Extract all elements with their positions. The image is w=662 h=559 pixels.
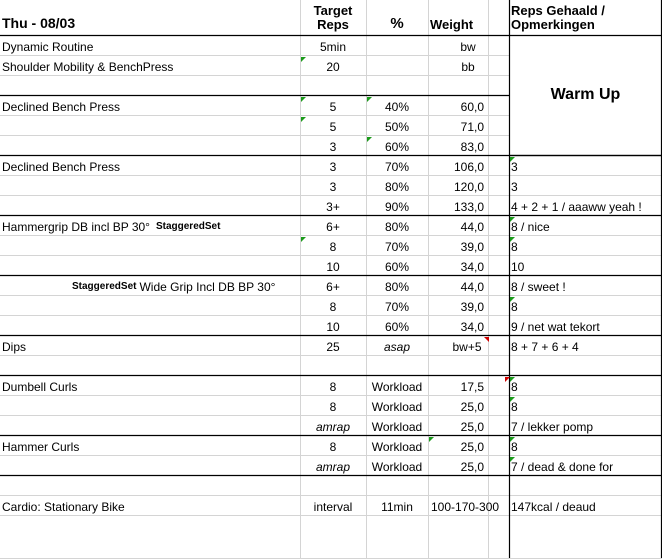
- percent-cell[interactable]: 80%: [384, 179, 410, 194]
- error-indicator-icon: [484, 337, 489, 342]
- table-row: [0, 256, 662, 276]
- comment-indicator-icon: [510, 297, 515, 302]
- weight-cell[interactable]: 17,5: [460, 379, 484, 394]
- percent-cell[interactable]: 80%: [384, 279, 410, 294]
- notes-cell[interactable]: 147kcal / deaud: [511, 499, 596, 514]
- weight-cell[interactable]: 34,0: [460, 319, 484, 334]
- table-row: [0, 456, 662, 476]
- target-reps-cell[interactable]: 5min: [319, 39, 346, 54]
- table-row: [0, 56, 662, 76]
- target-reps-header-line1: Target: [313, 3, 353, 18]
- exercise-cell[interactable]: Declined Bench Press: [2, 159, 121, 174]
- notes-cell[interactable]: 7 / dead & done for: [511, 459, 614, 474]
- target-reps-cell[interactable]: amrap: [315, 419, 350, 434]
- exercise-cell[interactable]: [2, 256, 298, 276]
- exercise-cell[interactable]: [2, 316, 298, 336]
- table-row: [0, 336, 662, 356]
- weight-cell[interactable]: bb: [461, 59, 475, 74]
- weight-header[interactable]: Weight: [430, 17, 474, 32]
- comment-indicator-icon: [510, 377, 515, 382]
- weight-cell[interactable]: 60,0: [460, 99, 484, 114]
- notes-cell[interactable]: 9 / net wat tekort: [511, 319, 600, 334]
- notes-cell[interactable]: 3: [511, 179, 518, 194]
- target-reps-cell[interactable]: 3: [329, 179, 337, 194]
- exercise-cell[interactable]: [2, 236, 298, 256]
- weight-cell[interactable]: 34,0: [460, 259, 484, 274]
- comment-indicator-icon: [301, 237, 306, 242]
- percent-cell[interactable]: 70%: [384, 299, 410, 314]
- target-reps-cell[interactable]: 8: [329, 399, 337, 414]
- weight-cell[interactable]: 71,0: [460, 119, 484, 134]
- percent-cell[interactable]: Workload: [371, 379, 423, 394]
- notes-cell[interactable]: 7 / lekker pomp: [511, 419, 594, 434]
- percent-cell[interactable]: 80%: [384, 219, 410, 234]
- notes-cell[interactable]: 8: [511, 299, 518, 314]
- percent-header[interactable]: %: [390, 15, 404, 32]
- exercise-cell[interactable]: [2, 296, 298, 316]
- comment-indicator-icon: [510, 397, 515, 402]
- target-reps-cell[interactable]: 8: [329, 439, 337, 454]
- exercise-cell[interactable]: Cardio: Stationary Bike: [2, 499, 125, 514]
- table-row: [0, 416, 662, 436]
- table-row: [0, 476, 662, 496]
- table-row: [0, 276, 662, 296]
- comment-indicator-icon: [301, 57, 306, 62]
- table-row: [0, 176, 662, 196]
- exercise-cell[interactable]: [2, 476, 298, 496]
- weight-cell[interactable]: 106,0: [453, 159, 484, 174]
- target-reps-cell[interactable]: 6+: [326, 219, 340, 234]
- exercise-cell[interactable]: Hammer Curls: [2, 439, 80, 454]
- exercise-cell[interactable]: [2, 216, 298, 236]
- percent-cell[interactable]: 60%: [384, 259, 410, 274]
- exercise-cell[interactable]: [2, 356, 298, 376]
- exercise-cell[interactable]: [2, 396, 298, 416]
- notes-cell[interactable]: 8 + 7 + 6 + 4: [511, 339, 579, 354]
- notes-header-line2: Opmerkingen: [511, 17, 595, 32]
- target-reps-cell[interactable]: [300, 476, 366, 496]
- header-row: [0, 0, 662, 35]
- notes-cell[interactable]: 8: [511, 379, 518, 394]
- weight-cell[interactable]: 39,0: [460, 239, 484, 254]
- table-row: [0, 116, 662, 136]
- notes-cell[interactable]: 10: [511, 259, 525, 274]
- weight-cell[interactable]: [428, 76, 488, 96]
- weight-cell[interactable]: bw: [460, 39, 476, 54]
- target-reps-header[interactable]: [300, 0, 366, 35]
- target-reps-cell[interactable]: 5: [329, 119, 337, 134]
- exercise-cell[interactable]: Dumbell Curls: [2, 379, 78, 394]
- comment-indicator-icon: [367, 137, 372, 142]
- target-reps-cell[interactable]: interval: [313, 499, 353, 514]
- comment-indicator-icon: [510, 217, 515, 222]
- target-reps-cell[interactable]: 10: [326, 259, 340, 274]
- target-reps-cell[interactable]: 5: [329, 99, 337, 114]
- notes-cell[interactable]: 4 + 2 + 1 / aaaww yeah !: [511, 199, 642, 214]
- percent-cell[interactable]: Workload: [371, 419, 423, 434]
- weight-cell[interactable]: 25,0: [460, 439, 484, 454]
- target-reps-cell[interactable]: [300, 76, 366, 96]
- exercise-cell[interactable]: [2, 116, 298, 136]
- weight-cell[interactable]: 100-170-300: [431, 499, 500, 514]
- exercise-cell[interactable]: [2, 456, 298, 476]
- percent-cell[interactable]: [366, 476, 428, 496]
- table-row: [0, 496, 662, 516]
- exercise-cell[interactable]: Declined Bench Press: [2, 99, 121, 114]
- percent-cell[interactable]: 70%: [384, 159, 410, 174]
- exercise-cell[interactable]: [2, 196, 298, 216]
- percent-cell[interactable]: [366, 356, 428, 376]
- exercise-cell[interactable]: [2, 136, 298, 156]
- table-row: [0, 296, 662, 316]
- target-reps-header-line2: Reps: [317, 17, 349, 32]
- notes-cell[interactable]: [509, 356, 662, 376]
- percent-cell[interactable]: 11min: [381, 499, 413, 514]
- weight-cell[interactable]: 25,0: [460, 419, 484, 434]
- error-indicator-icon: [505, 377, 510, 382]
- notes-cell[interactable]: 8: [511, 239, 518, 254]
- staggered-set-tag: StaggeredSet: [72, 281, 137, 292]
- percent-cell[interactable]: 60%: [384, 139, 410, 154]
- comment-indicator-icon: [510, 237, 515, 242]
- target-reps-cell[interactable]: 3: [329, 139, 337, 154]
- target-reps-cell[interactable]: 6+: [326, 279, 340, 294]
- notes-header-line1: Reps Gehaald /: [511, 3, 605, 18]
- exercise-cell[interactable]: Shoulder Mobility & BenchPress: [2, 59, 174, 74]
- table-row: [0, 236, 662, 256]
- percent-cell[interactable]: 90%: [384, 199, 410, 214]
- exercise-cell[interactable]: [2, 176, 298, 196]
- exercise-name: Wide Grip Incl DB BP 30°: [139, 279, 276, 294]
- notes-cell[interactable]: 8: [511, 439, 518, 454]
- table-row: [0, 316, 662, 336]
- percent-cell[interactable]: Workload: [371, 459, 423, 474]
- percent-cell[interactable]: asap: [383, 339, 411, 354]
- comment-indicator-icon: [301, 97, 306, 102]
- target-reps-cell[interactable]: 10: [326, 319, 340, 334]
- day-title[interactable]: Thu - 08/03: [2, 14, 76, 31]
- table-row: [0, 196, 662, 216]
- weight-cell[interactable]: 44,0: [460, 219, 484, 234]
- notes-header[interactable]: [509, 0, 662, 35]
- warm-up-label[interactable]: Warm Up: [550, 86, 621, 103]
- weight-cell[interactable]: 25,0: [460, 459, 484, 474]
- comment-indicator-icon: [367, 97, 372, 102]
- weight-cell[interactable]: 39,0: [460, 299, 484, 314]
- exercise-cell[interactable]: [2, 416, 298, 436]
- notes-cell[interactable]: 8 / nice: [511, 219, 550, 234]
- percent-cell[interactable]: 60%: [384, 319, 410, 334]
- comment-indicator-icon: [510, 157, 515, 162]
- target-reps-cell[interactable]: 3: [329, 159, 337, 174]
- percent-cell[interactable]: Workload: [371, 399, 423, 414]
- percent-cell[interactable]: 70%: [384, 239, 410, 254]
- exercise-cell[interactable]: Dips: [2, 339, 27, 354]
- notes-cell[interactable]: 8 / sweet !: [511, 279, 566, 294]
- comment-indicator-icon: [510, 457, 515, 462]
- notes-cell[interactable]: 8: [511, 399, 518, 414]
- target-reps-cell[interactable]: [300, 356, 366, 376]
- notes-cell[interactable]: [509, 476, 662, 496]
- target-reps-cell[interactable]: 8: [329, 379, 337, 394]
- comment-indicator-icon: [429, 437, 434, 442]
- weight-cell[interactable]: bw+5: [452, 339, 482, 354]
- target-reps-cell[interactable]: 8: [329, 239, 337, 254]
- table-row: [0, 136, 662, 156]
- comment-indicator-icon: [301, 117, 306, 122]
- percent-cell[interactable]: 50%: [384, 119, 410, 134]
- target-reps-cell[interactable]: 3+: [326, 199, 340, 214]
- table-row: [0, 436, 662, 456]
- table-row: [0, 396, 662, 416]
- weight-cell[interactable]: [428, 356, 488, 376]
- table-row: [0, 356, 662, 376]
- target-reps-cell[interactable]: 8: [329, 299, 337, 314]
- weight-cell[interactable]: 120,0: [453, 179, 484, 194]
- exercise-name: Hammergrip DB incl BP 30°: [2, 219, 150, 234]
- table-row: [0, 216, 662, 236]
- exercise-cell[interactable]: [2, 76, 298, 96]
- weight-cell[interactable]: 83,0: [460, 139, 484, 154]
- comment-indicator-icon: [510, 437, 515, 442]
- percent-cell[interactable]: [366, 76, 428, 96]
- notes-cell[interactable]: 3: [511, 159, 518, 174]
- target-reps-cell[interactable]: 20: [326, 59, 340, 74]
- table-row: [0, 376, 662, 396]
- percent-cell[interactable]: [366, 56, 428, 76]
- weight-cell[interactable]: 44,0: [460, 279, 484, 294]
- staggered-set-tag: StaggeredSet: [155, 221, 221, 232]
- percent-cell[interactable]: [366, 36, 428, 56]
- weight-cell[interactable]: [428, 476, 488, 496]
- table-row: [0, 156, 662, 176]
- percent-cell[interactable]: 40%: [384, 99, 410, 114]
- weight-cell[interactable]: 133,0: [453, 199, 484, 214]
- percent-cell[interactable]: Workload: [371, 439, 423, 454]
- exercise-cell[interactable]: Dynamic Routine: [2, 39, 94, 54]
- table-row: [0, 36, 662, 56]
- target-reps-cell[interactable]: amrap: [315, 459, 350, 474]
- weight-cell[interactable]: 25,0: [460, 399, 484, 414]
- target-reps-cell[interactable]: 25: [326, 339, 340, 354]
